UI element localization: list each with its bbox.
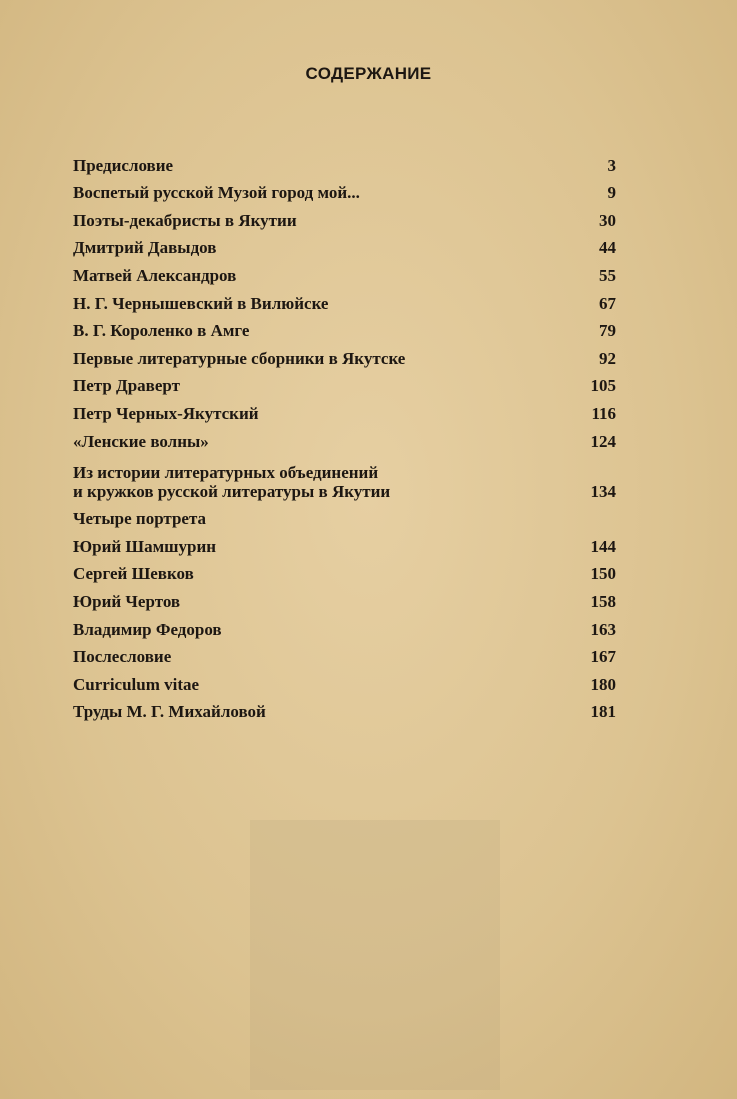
toc-entry-page: 150 — [590, 564, 616, 584]
toc-entry-title: Предисловие — [73, 155, 174, 175]
toc-entry-page: 180 — [590, 674, 616, 694]
toc-entry-title: Послесловие — [73, 647, 172, 667]
toc-entry — [73, 395, 616, 423]
toc-entry — [73, 368, 616, 396]
toc-entry — [73, 556, 616, 584]
toc-entry — [73, 313, 616, 341]
toc-entry-page: 79 — [599, 321, 616, 341]
toc-entry-title: Curriculum vitae — [73, 674, 200, 694]
toc-entry-page: 134 — [590, 481, 616, 501]
toc-entry-page: 67 — [599, 293, 616, 313]
toc-entry — [73, 340, 616, 368]
toc-entry-title: Четыре портрета — [73, 509, 207, 529]
toc-entry-title: Матвей Александров — [73, 265, 237, 285]
toc-entry-title: Воспетый русской Музой город мой... — [73, 183, 360, 203]
toc-entry — [73, 694, 616, 722]
toc-entry — [73, 230, 616, 258]
toc-entry — [73, 453, 616, 501]
toc-entry-title: Сергей Шевков — [73, 564, 194, 584]
toc-entry — [73, 528, 616, 556]
toc-entry-page: 163 — [590, 619, 616, 639]
toc-entry-page: 44 — [599, 238, 616, 258]
page-title: СОДЕРЖАНИЕ — [305, 64, 432, 83]
toc-entry-title: Юрий Шамшурин — [73, 536, 217, 556]
toc-entry — [73, 583, 616, 611]
toc-entry — [73, 501, 616, 529]
toc-entry-title: Петр Черных-Якутский — [73, 403, 259, 423]
toc-entry-title: Поэты-декабристы в Якутии — [73, 210, 297, 230]
toc-entry-title: Из истории литературных объединений и кружков русской литературы в Якутии — [73, 462, 391, 501]
toc-entry-page: 116 — [591, 403, 616, 423]
toc-entry-page: 55 — [599, 265, 616, 285]
toc-entry-title: Труды М. Г. Михайловой — [73, 702, 266, 722]
toc-entry — [73, 175, 616, 203]
toc-entry-title: Первые литературные сборники в Якутске — [73, 348, 406, 368]
toc-entry-page: 9 — [607, 183, 616, 203]
toc-entry-page: 144 — [590, 536, 616, 556]
toc-entry-page: 181 — [590, 702, 616, 722]
toc-entry-title: Дмитрий Давыдов — [73, 238, 217, 258]
toc-entry — [73, 611, 616, 639]
toc-entry-title: «Ленские волны» — [73, 431, 209, 451]
toc-entry-title: Н. Г. Чернышевский в Вилюйске — [73, 293, 329, 313]
toc-entry-page: 92 — [599, 348, 616, 368]
toc-entry-page: 124 — [590, 431, 616, 451]
paper-shadow — [250, 820, 500, 1090]
toc-entry-title: Владимир Федоров — [73, 619, 222, 639]
table-of-contents — [73, 147, 616, 721]
toc-entry — [73, 639, 616, 667]
toc-entry — [73, 285, 616, 313]
toc-entry-page: 167 — [590, 647, 616, 667]
toc-entry — [73, 666, 616, 694]
toc-entry-page: 3 — [607, 155, 616, 175]
toc-entry — [73, 147, 616, 175]
toc-entry-title: Юрий Чертов — [73, 591, 181, 611]
toc-entry — [73, 423, 616, 451]
toc-entry — [73, 202, 616, 230]
toc-entry-page: 158 — [590, 591, 616, 611]
toc-entry-title: В. Г. Короленко в Амге — [73, 321, 250, 341]
toc-entry-page: 30 — [599, 210, 616, 230]
toc-entry — [73, 257, 616, 285]
toc-entry-page: 105 — [590, 376, 616, 396]
toc-entry-title: Петр Драверт — [73, 376, 180, 396]
